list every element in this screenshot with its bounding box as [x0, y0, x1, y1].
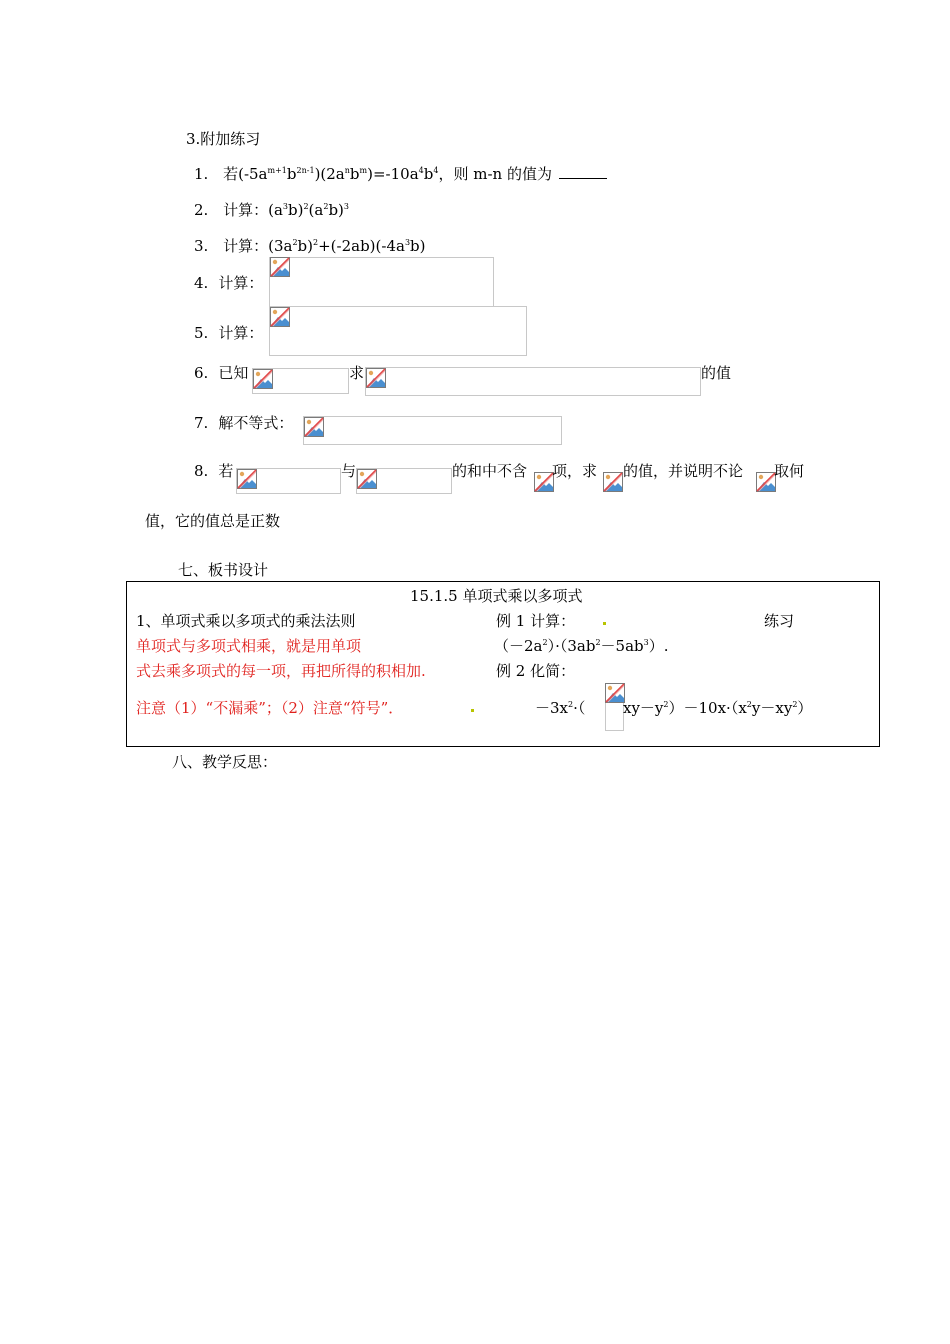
exercise-8-text: 取何 [774, 462, 805, 480]
board-example-2-expression-a: $-3x^2\cdot$（ [535, 699, 586, 717]
board-example-1-expression: $(-2a^2)\cdot(3ab^2-5ab^3)$. [494, 637, 669, 655]
exercise-number: 1. [194, 165, 209, 183]
board-example-1-label: 例 1 计算： [496, 612, 576, 630]
formula-image-frame [269, 306, 527, 356]
broken-image-icon [270, 307, 290, 327]
broken-image-icon [357, 469, 377, 489]
board-rule-line-2: 式去乘多项式的每一项，再把所得的积相加. [136, 662, 426, 680]
exercise-8-text: 项，求 [552, 462, 598, 480]
section-7-heading: 七、板书设计 [178, 561, 269, 579]
broken-image-icon [756, 472, 776, 492]
exercise-text: 若$(-5a^{m+1}b^{2n-1})(2a^nb^m)=-10a^4b^4$，则 m-n 的值为 [223, 165, 552, 183]
answer-blank [559, 177, 607, 179]
exercise-8-text: 值，它的值总是正数 [145, 512, 281, 530]
exercise-2: 2. 计算：$(a^3b)^2(a^2b)^3$ [194, 201, 349, 219]
formula-image-frame [365, 367, 701, 396]
exercise-5: 5. 计算： [194, 324, 264, 342]
broken-image-icon [304, 417, 324, 437]
board-example-2-label: 例 2 化简： [496, 662, 576, 680]
board-title: 15.1.5 单项式乘以多项式 [410, 587, 583, 605]
exercise-4: 4. 计算： [194, 274, 264, 292]
broken-image-icon [603, 472, 623, 492]
exercise-3: 3. 计算：$(3a^2b)^2+(-2ab)(-4a^3b)$ [194, 237, 426, 255]
board-rule-title: 1、单项式乘以多项式的乘法法则 [136, 612, 356, 630]
formula-image-frame [269, 257, 494, 307]
section-3-heading: 3.附加练习 [186, 130, 261, 148]
exercise-6-text: 的值 [701, 364, 732, 382]
board-note: 注意（1）“不漏乘”；（2）注意“符号”． [136, 699, 404, 717]
broken-image-icon [270, 257, 290, 277]
section-8-heading: 八、教学反思： [172, 753, 278, 771]
broken-image-icon [366, 368, 386, 388]
broken-image-icon [534, 472, 554, 492]
exercise-6: 6. 已知 [194, 364, 249, 382]
board-practice-label: 练习 [764, 612, 795, 630]
board-rule-line-1: 单项式与多项式相乘，就是用单项 [136, 637, 362, 655]
exercise-8-text: 的值，并说明不论 [623, 462, 744, 480]
broken-image-icon [605, 683, 625, 703]
exercise-6-text: 求 [349, 364, 365, 382]
broken-image-icon [253, 369, 273, 389]
decorative-dot [471, 709, 474, 712]
exercise-8: 8. 若 [194, 462, 234, 480]
broken-image-icon [237, 469, 257, 489]
exercise-8-text: 与 [341, 462, 357, 480]
decorative-dot [603, 622, 606, 625]
exercise-1 [194, 163, 607, 184]
exercise-8-text: 的和中不含 [452, 462, 528, 480]
formula-image-frame [303, 416, 562, 445]
board-example-2-expression-b: $xy-y^2)-10x\cdot(x^2y-xy^2)$ [623, 699, 813, 717]
exercise-7: 7. 解不等式： [194, 414, 294, 432]
